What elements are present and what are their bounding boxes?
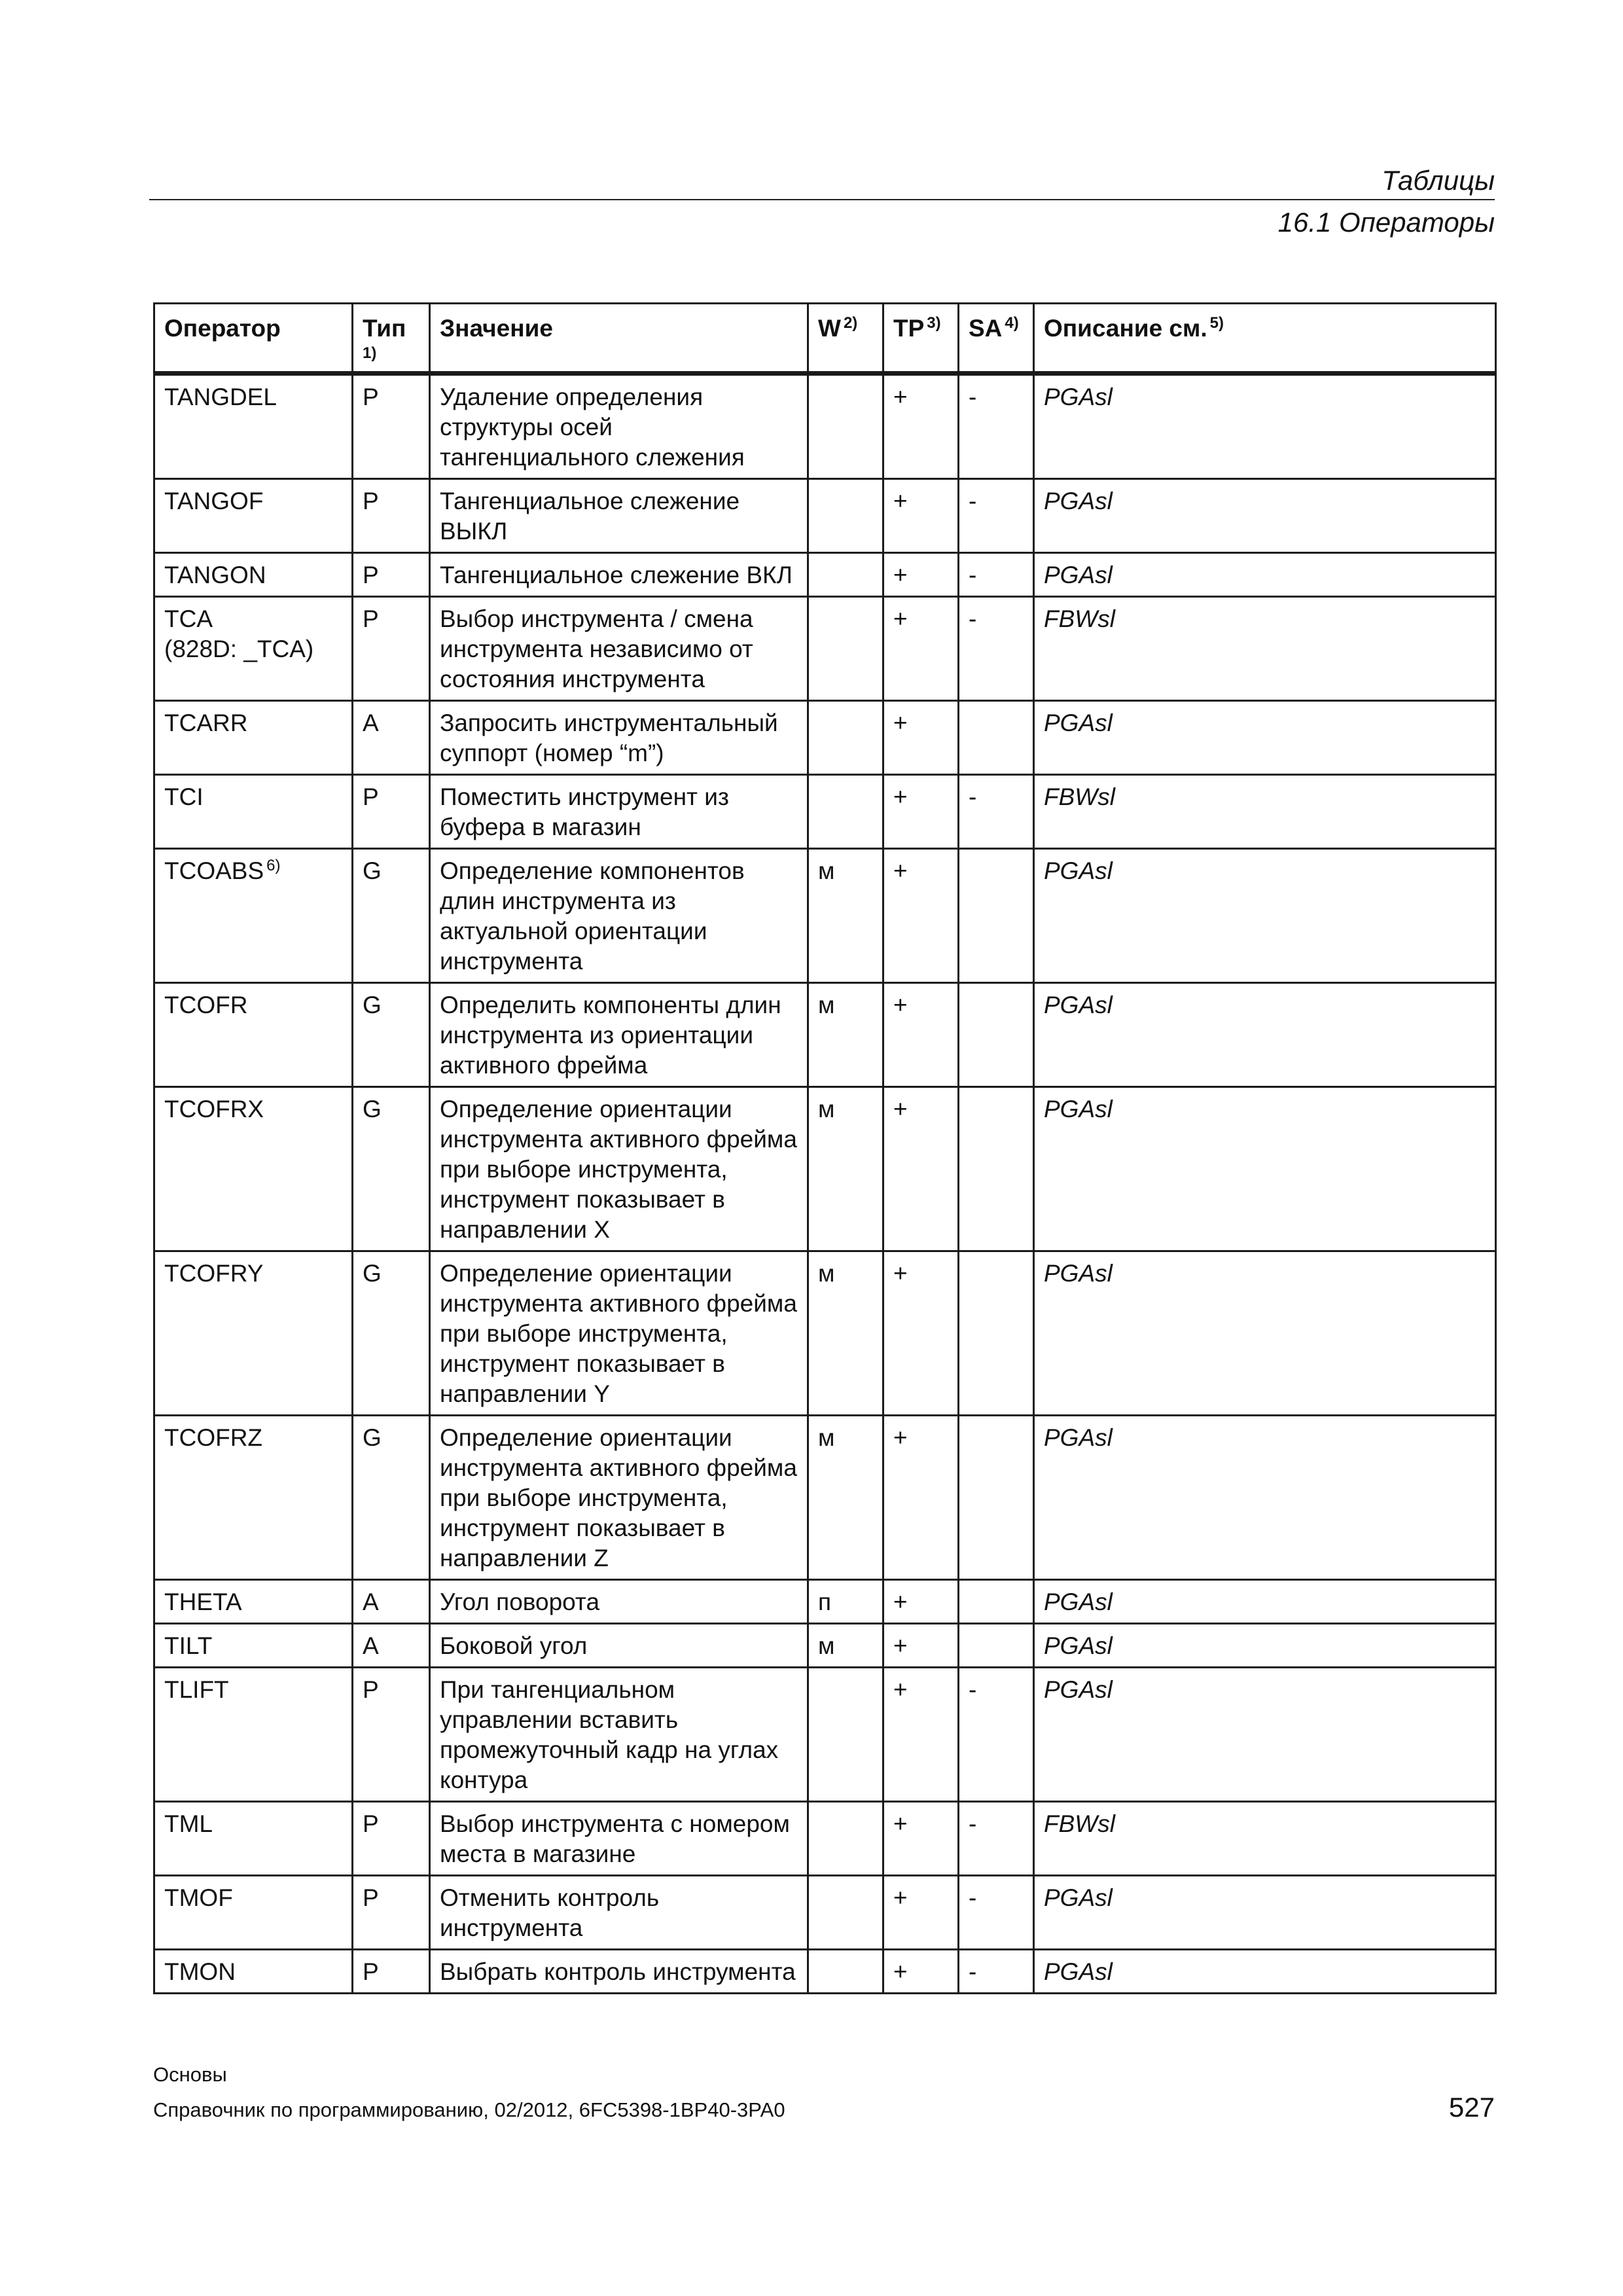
description-ref-cell: PGAsl bbox=[1034, 1668, 1496, 1802]
footnote-marker: 4) bbox=[1005, 314, 1019, 332]
tp-cell: + bbox=[883, 1087, 959, 1251]
description-ref-cell: FBWsl bbox=[1034, 597, 1496, 701]
table-row bbox=[154, 849, 1496, 983]
description-ref-cell: FBWsl bbox=[1034, 775, 1496, 849]
description-ref-cell: PGAsl bbox=[1034, 983, 1496, 1087]
w-cell: м bbox=[808, 1087, 883, 1251]
operator-name: TCOFR bbox=[164, 992, 248, 1018]
table-row bbox=[154, 1876, 1496, 1950]
w-cell bbox=[808, 701, 883, 775]
operators-table bbox=[153, 302, 1497, 1994]
w-cell bbox=[808, 1876, 883, 1950]
page-number: 527 bbox=[1448, 2092, 1495, 2123]
meaning-cell: Выбор инструмента / смена инструмента независимо от состояния инструмента bbox=[430, 597, 808, 701]
type-cell: P bbox=[353, 597, 430, 701]
operator-cell bbox=[154, 597, 353, 701]
description-ref-cell: PGAsl bbox=[1034, 479, 1496, 553]
operator-cell bbox=[154, 983, 353, 1087]
type-cell: G bbox=[353, 983, 430, 1087]
type-cell: A bbox=[353, 1624, 430, 1668]
type-cell: G bbox=[353, 1251, 430, 1416]
operator-name: TML bbox=[164, 1810, 213, 1837]
table-row bbox=[154, 775, 1496, 849]
meaning-cell: Определение ориентации инструмента активного фрейма при выборе инструмента, инструмент показывает в направлении X bbox=[430, 1087, 808, 1251]
operator-name: TMOF bbox=[164, 1884, 233, 1911]
description-ref-cell: PGAsl bbox=[1034, 1950, 1496, 1994]
footer-manual-info: Справочник по программированию, 02/2012, 6FC5398-1BP40-3PA0 bbox=[153, 2098, 785, 2121]
meaning-cell: Отменить контроль инструмента bbox=[430, 1876, 808, 1950]
type-cell: P bbox=[353, 1802, 430, 1876]
tp-cell: + bbox=[883, 597, 959, 701]
meaning-cell: Удаление определения структуры осей тангенциального слежения bbox=[430, 374, 808, 479]
sa-cell bbox=[959, 701, 1034, 775]
w-cell bbox=[808, 597, 883, 701]
table-row bbox=[154, 553, 1496, 597]
table-row bbox=[154, 1580, 1496, 1624]
description-ref-cell: PGAsl bbox=[1034, 1087, 1496, 1251]
tp-cell: + bbox=[883, 849, 959, 983]
tp-cell: + bbox=[883, 479, 959, 553]
operator-cell bbox=[154, 1251, 353, 1416]
tp-cell: + bbox=[883, 1802, 959, 1876]
w-cell bbox=[808, 1950, 883, 1994]
w-cell: м bbox=[808, 1624, 883, 1668]
sa-cell: - bbox=[959, 1876, 1034, 1950]
tp-cell: + bbox=[883, 553, 959, 597]
description-ref-cell: PGAsl bbox=[1034, 849, 1496, 983]
column-header-meaning: Значение bbox=[430, 304, 808, 374]
type-cell: P bbox=[353, 1668, 430, 1802]
table-row bbox=[154, 1251, 1496, 1416]
footnote-marker: 5) bbox=[1209, 314, 1224, 332]
operator-cell bbox=[154, 1624, 353, 1668]
description-ref-cell: FBWsl bbox=[1034, 1802, 1496, 1876]
w-cell bbox=[808, 374, 883, 479]
footnote-marker: 6) bbox=[266, 856, 281, 874]
type-cell: G bbox=[353, 849, 430, 983]
sa-cell bbox=[959, 1580, 1034, 1624]
sa-cell bbox=[959, 1251, 1034, 1416]
sa-cell bbox=[959, 1416, 1034, 1580]
meaning-cell: Запросить инструментальный суппорт (номер “m”) bbox=[430, 701, 808, 775]
type-cell: G bbox=[353, 1416, 430, 1580]
meaning-cell: Определить компоненты длин инструмента из ориентации активного фрейма bbox=[430, 983, 808, 1087]
operator-name: TLIFT bbox=[164, 1676, 229, 1703]
type-cell: P bbox=[353, 479, 430, 553]
operator-cell bbox=[154, 1876, 353, 1950]
description-ref-cell: PGAsl bbox=[1034, 701, 1496, 775]
description-ref-cell: PGAsl bbox=[1034, 374, 1496, 479]
type-cell: P bbox=[353, 1876, 430, 1950]
operator-cell bbox=[154, 479, 353, 553]
description-ref-cell: PGAsl bbox=[1034, 553, 1496, 597]
operator-cell bbox=[154, 701, 353, 775]
description-ref-cell: PGAsl bbox=[1034, 1624, 1496, 1668]
column-header-description: Описание см. $^{5)}$ bbox=[1034, 304, 1496, 374]
w-cell bbox=[808, 775, 883, 849]
sa-cell bbox=[959, 1087, 1034, 1251]
description-ref-cell: PGAsl bbox=[1034, 1416, 1496, 1580]
operator-alias: (828D: _TCA) bbox=[164, 636, 314, 662]
operator-cell bbox=[154, 849, 353, 983]
footnote-marker: 3) bbox=[927, 314, 941, 332]
table-row bbox=[154, 1624, 1496, 1668]
sa-cell: - bbox=[959, 479, 1034, 553]
operator-name: TCARR bbox=[164, 709, 248, 736]
meaning-cell: Тангенциальное слежение ВКЛ bbox=[430, 553, 808, 597]
column-header-w: W $^{2)}$ bbox=[808, 304, 883, 374]
w-cell bbox=[808, 1802, 883, 1876]
type-cell: G bbox=[353, 1087, 430, 1251]
tp-cell: + bbox=[883, 1950, 959, 1994]
type-cell: P bbox=[353, 775, 430, 849]
operator-cell bbox=[154, 1802, 353, 1876]
meaning-cell: Поместить инструмент из буфера в магазин bbox=[430, 775, 808, 849]
type-cell: A bbox=[353, 701, 430, 775]
operator-cell bbox=[154, 775, 353, 849]
description-ref-cell: PGAsl bbox=[1034, 1580, 1496, 1624]
table-header-row bbox=[154, 304, 1496, 374]
table-row bbox=[154, 1802, 1496, 1876]
meaning-cell: Определение ориентации инструмента активного фрейма при выборе инструмента, инструмент показывает в направлении Z bbox=[430, 1416, 808, 1580]
column-header-operator: Оператор bbox=[154, 304, 353, 374]
tp-cell: + bbox=[883, 983, 959, 1087]
operator-name: TANGOF bbox=[164, 488, 264, 514]
w-cell: м bbox=[808, 983, 883, 1087]
tp-cell: + bbox=[883, 775, 959, 849]
column-header-type: Тип 1) bbox=[353, 304, 430, 374]
tp-cell: + bbox=[883, 1668, 959, 1802]
table-row bbox=[154, 1668, 1496, 1802]
operator-name: TCOABS bbox=[164, 857, 264, 884]
meaning-cell: Определение компонентов длин инструмента из актуальной ориентации инструмента bbox=[430, 849, 808, 983]
operator-cell bbox=[154, 553, 353, 597]
sa-cell: - bbox=[959, 1950, 1034, 1994]
operator-name: TCOFRY bbox=[164, 1260, 264, 1287]
column-header-tp: TP $^{3)}$ bbox=[883, 304, 959, 374]
type-cell: A bbox=[353, 1580, 430, 1624]
operator-name: THETA bbox=[164, 1588, 242, 1615]
sa-cell: - bbox=[959, 775, 1034, 849]
table-row bbox=[154, 1087, 1496, 1251]
operator-cell bbox=[154, 1580, 353, 1624]
meaning-cell: Определение ориентации инструмента активного фрейма при выборе инструмента, инструмент показывает в направлении Y bbox=[430, 1251, 808, 1416]
w-cell bbox=[808, 553, 883, 597]
operator-cell bbox=[154, 374, 353, 479]
column-header-sa: SA $^{4)}$ bbox=[959, 304, 1034, 374]
sa-cell: - bbox=[959, 597, 1034, 701]
running-header-section: 16.1 Операторы bbox=[1277, 207, 1495, 238]
tp-cell: + bbox=[883, 1251, 959, 1416]
w-cell: м bbox=[808, 1251, 883, 1416]
sa-cell: - bbox=[959, 1668, 1034, 1802]
tp-cell: + bbox=[883, 1624, 959, 1668]
description-ref-cell: PGAsl bbox=[1034, 1251, 1496, 1416]
type-cell: P bbox=[353, 553, 430, 597]
type-cell: P bbox=[353, 374, 430, 479]
tp-cell: + bbox=[883, 374, 959, 479]
w-cell: м bbox=[808, 1416, 883, 1580]
sa-cell: - bbox=[959, 1802, 1034, 1876]
operator-name: TMON bbox=[164, 1958, 236, 1985]
operator-cell bbox=[154, 1668, 353, 1802]
table-body bbox=[154, 374, 1496, 1994]
meaning-cell: Угол поворота bbox=[430, 1580, 808, 1624]
footnote-marker: 1) bbox=[363, 344, 377, 362]
table-row bbox=[154, 1950, 1496, 1994]
sa-cell: - bbox=[959, 374, 1034, 479]
operator-cell bbox=[154, 1087, 353, 1251]
w-cell bbox=[808, 1668, 883, 1802]
operator-name: TILT bbox=[164, 1632, 213, 1659]
meaning-cell: При тангенциальном управлении вставить промежуточный кадр на углах контура bbox=[430, 1668, 808, 1802]
sa-cell bbox=[959, 1624, 1034, 1668]
operator-name: TCOFRX bbox=[164, 1096, 264, 1122]
table-row bbox=[154, 1416, 1496, 1580]
sa-cell bbox=[959, 849, 1034, 983]
tp-cell: + bbox=[883, 701, 959, 775]
tp-cell: + bbox=[883, 1416, 959, 1580]
table-row bbox=[154, 479, 1496, 553]
meaning-cell: Выбрать контроль инструмента bbox=[430, 1950, 808, 1994]
operator-name: TCI bbox=[164, 783, 204, 810]
type-cell: P bbox=[353, 1950, 430, 1994]
table-row bbox=[154, 597, 1496, 701]
meaning-cell: Тангенциальное слежение ВЫКЛ bbox=[430, 479, 808, 553]
header-rule bbox=[149, 199, 1495, 200]
operator-name: TCOFRZ bbox=[164, 1424, 263, 1451]
running-header-title: Таблицы bbox=[1382, 165, 1495, 196]
sa-cell bbox=[959, 983, 1034, 1087]
meaning-cell: Выбор инструмента с номером места в магазине bbox=[430, 1802, 808, 1876]
table-row bbox=[154, 701, 1496, 775]
operator-cell bbox=[154, 1950, 353, 1994]
operator-name: TANGON bbox=[164, 562, 266, 588]
table-row bbox=[154, 983, 1496, 1087]
operator-name: TANGDEL bbox=[164, 384, 277, 410]
description-ref-cell: PGAsl bbox=[1034, 1876, 1496, 1950]
tp-cell: + bbox=[883, 1876, 959, 1950]
w-cell: п bbox=[808, 1580, 883, 1624]
footer-book-title: Основы bbox=[153, 2063, 227, 2086]
operator-name: TCA bbox=[164, 605, 213, 632]
operator-cell bbox=[154, 1416, 353, 1580]
sa-cell: - bbox=[959, 553, 1034, 597]
w-cell: м bbox=[808, 849, 883, 983]
footnote-marker: 2) bbox=[843, 314, 858, 332]
tp-cell: + bbox=[883, 1580, 959, 1624]
table-row bbox=[154, 374, 1496, 479]
meaning-cell: Боковой угол bbox=[430, 1624, 808, 1668]
w-cell bbox=[808, 479, 883, 553]
